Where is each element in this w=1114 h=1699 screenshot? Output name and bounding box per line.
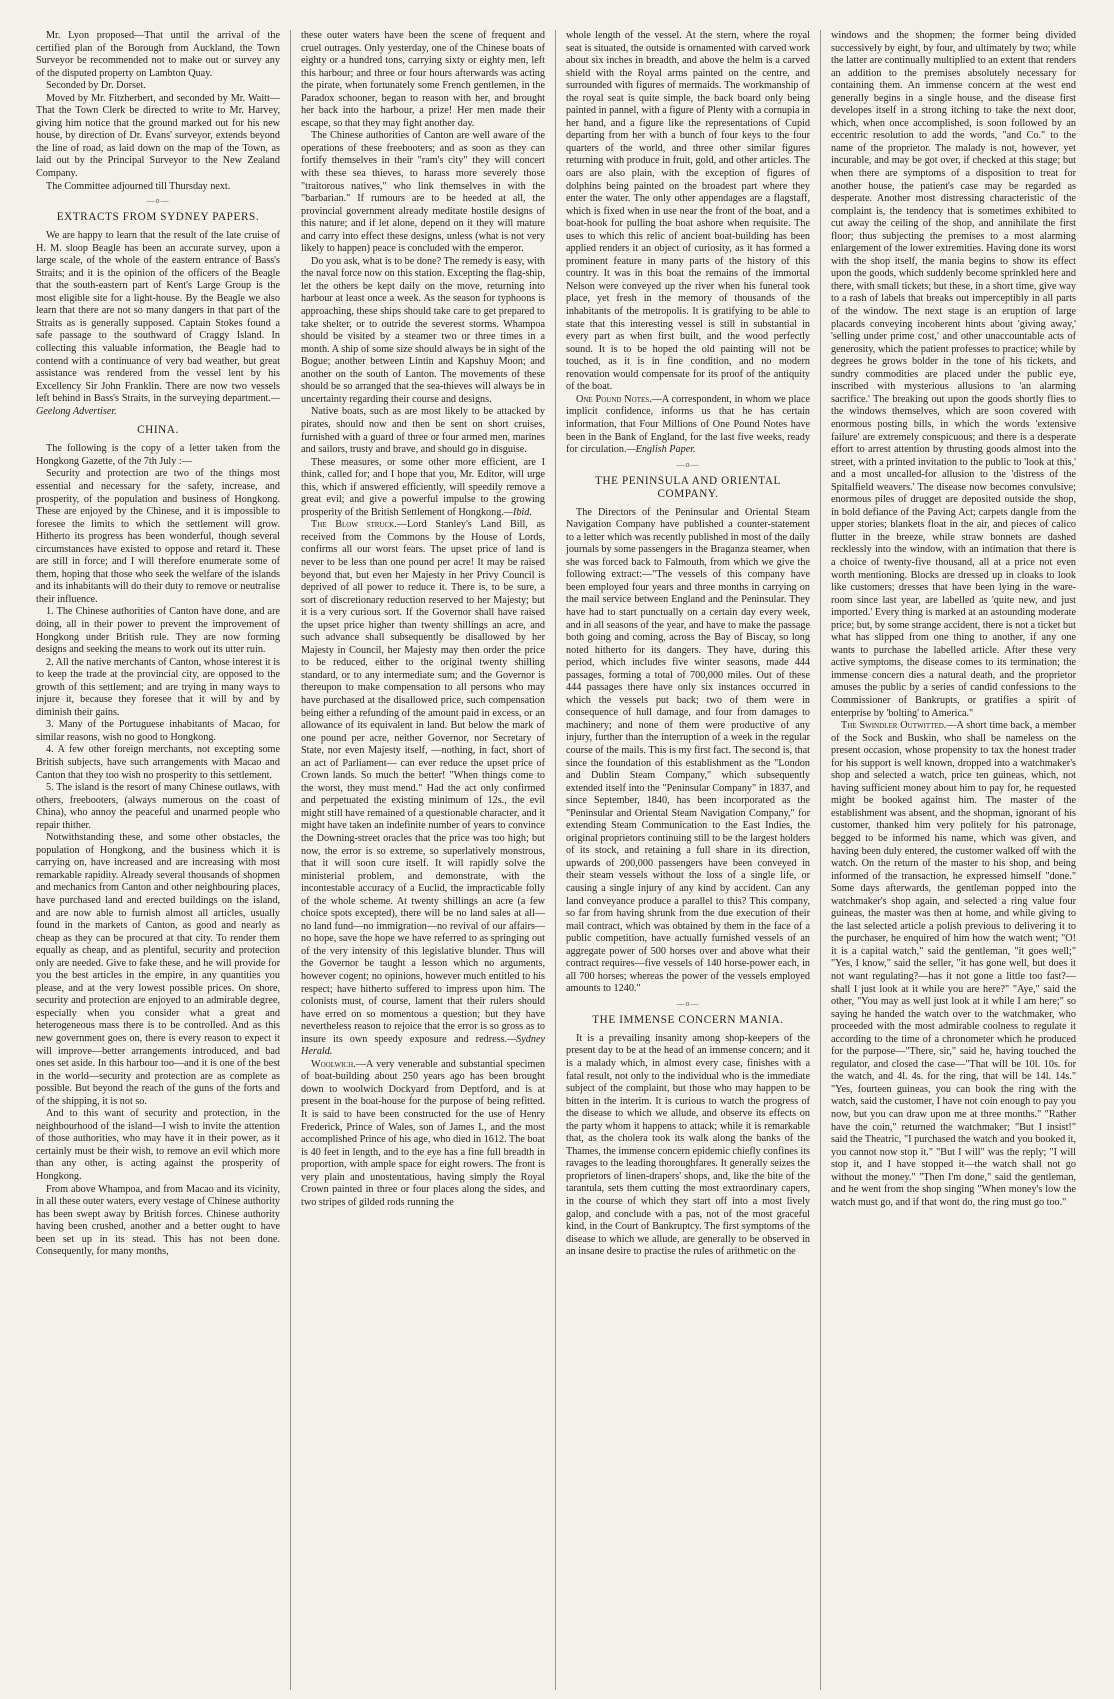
article-paragraph [301, 130, 545, 255]
article-paragraph [36, 468, 280, 606]
article-paragraph [36, 1108, 280, 1183]
article-paragraph [301, 406, 545, 456]
paragraph-text: Mr. Lyon proposed—That until the arrival of the certified plan of the Borough from Auckland, the Town Surveyor be recommended not to make out or survey any of the disputed property on Lambton Quay. [36, 30, 280, 79]
article-paragraph [36, 832, 280, 1108]
runin-heading: The Swindler Outwitted. [841, 720, 947, 732]
paragraph-text: The Chinese authorities of Canton are well aware of the operations of these freebooters; and as soon as they can fortify themselves in their "ram's city" they will concert with these sea thieves, to harass more severely those "traitorous natives," who link themselves in with the "barbarian." If rumours are to be heeded at all, the provincial government already meditate hostile designs of this nature; and if let alone, depend on it they will mature and carry into effect these designs, unless (what is not very likely to happen) peace is concluded with the emperor. [301, 130, 545, 255]
article-paragraph [301, 1059, 545, 1210]
article-heading: EXTRACTS FROM SYDNEY PAPERS. [56, 211, 260, 224]
paragraph-text: The Committee adjourned till Thursday next. [46, 180, 231, 192]
paragraph-text: —Lord Stanley's Land Bill, as received from the Commons by the House of Lords, confirms all our worst fears. The upset price of land is never to be less than one pound per acre! It may be raised beyond that, but even her Majesty in her Privy Council is deprived of all power to reduce it. There is, to be sure, a sort of discretionary reduction reserved to her Majesty; but it is a very curious sort. If the Governor shall have raised the upset price higher than twenty shillings an acre, and such advance shall subsequently be disallowed by her Majesty in Council, her Majesty may then order the price to be reduced, either to the original twenty shilling standard, or to any intermediate sum; and the Governor is thereupon to make compensation to all persons who may have purchased at the disallowed price, such compensation being either a refunding of the amount paid in excess, or an allowance of its equivalent in land. But below the mark of one pound per acre, neither Governor, nor Secretary of State, nor even Majesty itself, —nothing, in fact, short of an act of Parliament— can ever reduce the upset price of Crown lands. So much the better! "When things come to the worst, they must mend." Had the act only confirmed and perpetuated the existing minimum of 12s., the evil might still have remained of a questionable character, and it might have taken an indefinite number of years to convince the Downing-street oracles that the price was too high; but now, the error is so extreme, so superlatively monstrous, that it will soon cure itself. It will rapidly solve the ministerial problem, and demonstrate, with the incontestable accuracy of a Euclid, the impracticable folly of the whole scheme. At twenty shillings an acre (a few choice spots excepted), there will be no land sales at all—no land fund—no immigration—no revival of our affairs—no hope, save the hope we have referred to as springing out of the very intensity of this legislative blunder. Thus will the Governor be taught a lesson which no arguments, however cogent; no opinions, however much entitled to his respect; have hitherto suffered to impress upon him. The colonists must, of course, lament that their rulers should have erred on so momentous a question; but they have nevertheless reason to rejoice that the error is so gross as to insure its own speedy exposure and redress. [301, 519, 545, 1045]
column-2 [291, 30, 556, 1690]
paragraph-text: The following is the copy of a letter taken from the Hongkong Gazette, of the 7th July :— [36, 443, 280, 467]
columns [26, 30, 1092, 1690]
article-paragraph [36, 657, 280, 720]
article-paragraph [36, 443, 280, 468]
source-attribution: —Geelong Advertiser. [36, 393, 280, 417]
source-attribution: —English Paper. [626, 444, 696, 456]
article-paragraph [566, 394, 810, 457]
source-attribution: —Ibid. [503, 506, 532, 518]
section-divider [566, 1000, 810, 1008]
paragraph-text: 2. All the native merchants of Canton, whose interest it is to keep the trade at the provincial city, are opposed to the growth of this settlement; and are trying in many ways to injure it, because they foresee that it will by and by diminish their gains. [36, 656, 280, 718]
paragraph-text: These measures, or some other more efficient, are I think, called for; and I hope that you, Mr. Editor, will urge this, which if answered efficiently, will speedily remove a great evil; and give a powerful impulse to the growing prosperity of the British Settlement of Hongkong. [301, 456, 545, 518]
runin-heading: One Pound Notes. [576, 393, 652, 405]
paragraph-text: From above Whampoa, and from Macao and its vicinity, in all these outer waters, every vestage of Chinese authority has been swept away by British forces. Chinese authority having been crushed, another and a better ought to have been set up in its stead. This has not been done. Consequently, for many months, [36, 1183, 280, 1258]
paragraph-text: —A correspondent, in whom we place implicit confidence, informs us that he has certain information, that Four Millions of One Pound Notes have been in the Bank of England, for the last five weeks, ready for circulation. [566, 393, 810, 456]
paragraph-text: Native boats, such as are most likely to be attacked by pirates, should now and then be sent on short cruises, furnished with a guard of three or four armed men, marines and sailors, trusty and brave, and should go in disguise. [301, 406, 545, 456]
column-3 [556, 30, 821, 1690]
paragraph-text: Notwithstanding these, and some other obstacles, the population of Hongkong, and the business which it is carrying on, have increased and are increasing with most remarkable rapidity. Already several thousands of shopmen and mechanics from Canton and other neighbouring places, have purchased land and erected buildings on the island, and are now able to furnish almost all articles, usually found in the markets of Canton, as good and nearly as cheap as they can be procured at that city. To render them equally as cheap, and as plentiful, security and protection only are needed. Give to fake these, and he will provide for you the best articles in the empire, in any quantities you please, and at the very lowest possible prices. On shore, security and protection are enjoyed to an admirable degree, especially when you consider what a great and heterogeneous mass there is to be controlled. And as this new government goes on, there is every reason to expect it will improve—better arrangements introduced, and bad ones set aside. In this harbour too—and it is one of the best in the world—security and protection are as complete as possible. But beyond the reach of the guns of the forts and of the shipping, it is not so. [36, 832, 280, 1107]
article-paragraph [36, 230, 280, 418]
article-paragraph [566, 1033, 810, 1259]
article-paragraph [831, 720, 1076, 1209]
paragraph-text: these outer waters have been the scene of frequent and cruel outrages. Only yesterday, one of the Chinese boats of eighty or a hundred tons, carrying sixty or eighty men, left this harbour; and three or four hours afterwards was acting the pirate, when fortunately some French gentlemen, in the Paradox schooner, began to reason with her, and brought her back into the harbour, a prize! Her men made their escape, so that they may fight another day. [301, 30, 545, 129]
paragraph-text: 4. A few other foreign merchants, not excepting some British subjects, have such arrangements with Macao and Canton that they too wish no prosperity to this settlement. [36, 744, 280, 781]
article-paragraph [36, 181, 280, 194]
paragraph-text: windows and the shopmen; the former being divided successively by eight, by four, and ultimately by two; while the latter are continually multiplied to an extent that renders an addition to the premises absolutely necessary for containing them. An immense concern at the west end generally begins in a single house, and the disease first developes itself in a strong itching to take the next door, which, when once accomplished, is soon followed by an eccentric resolution to add the words, "and Co." to the name of the proprietor. The malady is not, however, yet incurable, and may be got over, if checked at this stage; but when there are symptoms of a disposition to treat for another house, the patient's case may be regarded as desperate. Another most distressing characteristic of the complaint is, the tendency that is sometimes exhibited to cut away the ceiling of the shop, and annihilate the first floor; thus subjecting the premises to a most alarming enlargement of the lower extremities. Having done its worst with the shop itself, the mania begins to show its effect upon the goods, which suddenly become sprinkled here and there, with small tickets; but these, in a short time, give way to a rash of labels that breaks out imperceptibly in all parts of the window. The next stage is an eruption of large placards conveying incoherent hints about 'giving away,' 'selling under prime cost,' and other unaccountable acts of generosity, which the patient professes to practice; while by degrees he grows bolder in the tone of his tickets, and sundry commodities are placed under the public eye, inscribed with mysterious allusions to 'an alarming sacrifice.' The breaking out upon the goods shortly flies to the windows themselves, which are soon covered with enormous posting bills, in which the words 'extensive failure' are extremely conspicuous; and there is a desperate effort to arrest attention by thrusting goods almost into the street, with a printed invitation to the public to 'look at this,' and a most uncalled-for allusion to the 'distress of the Spitalfield weavers.' The disease now becomes convulsive; enormous piles of drugget are deposited outside the shop, in bold defiance of the Paving Act; carpets dangle from the upper stories; blankets float in the air, and pieces of calico flutter in the breeze, while straw bonnets are dashed recklessly into the window, with an intimation that there is a choice of twenty-five thousand, all at a price not even worth mentioning. Blocks are dressed up in cloaks to look like customers; dresses that have been lying in the ware-room since last year, are labelled as 'quite new, and just imported.' Every thing is marked at an astounding moderate price; but, by some strange accident, there is not a ticket but what has slipped from one thing to another, if any one wants to purchase the labelled article. After these very active symptoms, the disease comes to its termination; the immense concern dies a natural death, and the proprietor amuses the public by a series of candid confessions to the Commissioner of Bankrupts, or gratifies a spirit of enterprise by 'bolting' to America." [831, 30, 1077, 719]
article-paragraph [36, 80, 280, 93]
paragraph-text: We are happy to learn that the result of the late cruise of H. M. sloop Beagle has been an accurate survey, upon a large scale, of the whole of the eastern entrance of Bass's Straits; and it is the opinion of the officers of the Beagle that the south-eastern part of Kent's Large Group is the most eligible site for a light-house. By the Beagle we also learn that there are not so many dangers in that part of the Straits as is generally supposed. Captain Stokes found a safe passage to the southward of Craggy Island. In collecting this valuable information, the Beagle had to contend with a continuance of very bad weather, but great assistance was rendered from the vessel lent by his Excellency Sir John Franklin. There are now two vessels left behind in Bass's Straits, in the surveying department. [36, 230, 280, 405]
runin-heading: The Blow struck. [311, 519, 397, 531]
paragraph-text: It is a prevailing insanity among shop-keepers of the present day to be at the head of an immense concern; and it is a malady which, in almost every case, finishes with a fatal result, not only to the individual who is the immediate subject of the complaint, but those who may happen to be bitten in the interim. It is curious to watch the progress of the disease to which we allude, and observe its effects on the party whom it happens to attack; while it is remarkable that, as the cholera took its walk along the banks of the Thames, the immense concern epidemic chiefly confines its ravages to the leading thoroughfares. It generally seizes the proprietors of linen-drapers' shops, and, like the bite of the tarantula, sets them cutting the most extraordinary capers, in the course of which they start off into a most lively galop, and conclude with a pas, not of the most graceful kind, in the Court of Bankruptcy. The first symptoms of the disease to which we allude, are generally to be observed in an insane desire to practise the rules of arithmetic on the [566, 1032, 810, 1258]
section-divider [36, 197, 280, 205]
paragraph-text: Moved by Mr. Fitzherbert, and seconded by Mr. Waitt—That the Town Clerk be directed to write to Mr. Harvey, giving him notice that the ground marked out for his new house, by direction of Dr. Evans' surveyor, extends beyond the line of road, as laid down on the map of the Town, as laid out by the Principal Surveyor to the New Zealand Company. [36, 92, 280, 180]
article-heading: THE PENINSULA AND ORIENTAL COMPANY. [595, 474, 781, 500]
paragraph-text: whole length of the vessel. At the stern, where the royal seat is situated, the outside is ornamented with carved work about six inches in breadth, and above the helm is a carved shield with the Royal arms painted on the centre, and surrounded with figures of mermaids. The workmanship of the royal seat is quite simple, the back board only being painted in pannel, with a figure of Plenty with a cornupia in her hand, and a figure like the representations of Cupid departing from her with a bunch of four keys to the four quarters of the world, and three other similar figures returning with produce in fruit, gold, and other articles. The oars are also plain, with the exception of figures of dolphins being painted on the broadest part where they enter the water. The only other appendages are a flagstaff, which is fixed when in use near the front of the boat, and a boat-hook for pulling the boat ashore when requisite. The uses to which this relic of ancient boat-building has been applied renders it an object of curiosity, as it has formed a prominent feature in many parts of the history of this country. It was in this boat the remains of the immortal Nelson were conveyed up the river when his funeral took place, yet fresh in the memory of thousands of the inhabitants of the metropolis. It is gratifying to be able to state that this interesting vessel is still in substantial in every part as when first built, and the wood perfectly sound. It is to be hoped the old painting will not be touched, as it is in fine condition, and no modern renovation would compensate for its proof of the antiquity of the boat. [566, 30, 810, 393]
article-heading: CHINA. [137, 424, 179, 437]
paragraph-text: —A very venerable and substantial specimen of boat-building about 250 years ago has been brought down to woolwich Dockyard from Deptford, and is at present in the boat-house for the purpose of being refitted. It is said to have been constructed for the use of Henry Frederick, Prince of Wales, son of James I., and the most accomplished Prince of his age, who died in 1612. The boat is 40 feet in length, and to the eye has a fine full breadth in proportion, with ample space for eight rowers. The front is very plain and unostentatious, having simply the Royal Crown painted in three or four places along the sides, and two stripes of gilded rods running the [301, 1058, 545, 1208]
paragraph-text: 5. The island is the resort of many Chinese outlaws, with others, freebooters, (always numerous on the coast of China), who annoy the peaceful and unarmed people who repair thither. [36, 782, 280, 831]
article-paragraph [301, 30, 545, 130]
paragraph-text: Do you ask, what is to be done? The remedy is easy, with the naval force now on this station. Excepting the flag-ship, let the others be kept daily on the move, returning into harbour at least once a week. As the season for typhoons is approaching, these ships should take care to get prepared to take shelter, or to outride the severest storms. Whampoa should be visited by a steamer two or three times in a month. A ship of some size should always be in sight of the Bogue; another between Lintin and Kapshuy Moon; and another on the south of Lanton. The movements of these should be so arranged that the sea-thieves will always be in uncertainty regarding their course and designs. [301, 255, 545, 405]
paragraph-text: And to this want of security and protection, in the neighbourhood of the island—I wish to invite the attention of those authorities, who may have it in their power, as it certainly must be their wish, to remove an evil which more than any other, is acting against the prosperity of Hongkong. [36, 1108, 280, 1183]
column-4 [821, 30, 1086, 1690]
article-paragraph [566, 30, 810, 394]
article-paragraph [36, 30, 280, 80]
paragraph-text: —A short time back, a member of the Sock and Buskin, who shall be nameless on the present occasion, whose propensity to tax the honest trader for his support is well known, dropped into a watchmaker's shop and selected a watch, price ten guineas, which, not having sufficient money about him to pay for, he requested might be booked against him. The master of the establishment was absent, and the shopman, ignorant of his customer, thanked him very politely for his patronage, begged to be informed his name, which was given, and having been duly entered, the customer walked off with the watch. On the return of the master to his shop, and being informed of the transaction, he expressed himself "done." Some days afterwards, the gentleman popped into the watchmaker's shop again, and selected a ring value four guineas, the master was then at home, and while giving to the last selected article a polish previous to delivering it to the purchaser, he enquired of him how the watch went; "O! it is a capital watch," said the gentleman, "it goes well;" "Yes, I know," said the seller, "it has gone well, but does it not want regulating?—has it not gone a little too fast?—shall I just look at it while you are here?" "Aye," said the other, "You may as well just look at it while I am here;" so saying he handed the watch over to the watchmaker, who proceeded with the most admirable coolness to regulate it according to the time of a chronometer which he produced for the purpose—"There, sir," said he, having touched the regulator, and closed the case—"That will be 10l. 10s. for the watch, and 4l. 4s. for the ring, that will be 14l. 14s." "Yes, fourteen guineas, you can book the ring with the watch, said the customer, I have not coin enough to pay you now, but you can draw upon me at three months." "Rather have the coin," returned the watchmaker; "But I insist!" said the Theatric, "I purchased the watch and you booked it, you cannot now stop it." "But I will" was the reply; "I will stop it, and I have stopped it—the watch shall not go without the money." "Then I'm done," said the gentleman, and he went from the shop singing "When money's low the watch must go, and if that wont do, the ring must go too." [831, 720, 1076, 1208]
paragraph-text: The Directors of the Peninsular and Oriental Steam Navigation Company have published a counter-statement to a letter which was recently published in most of the daily journals by some passengers in the Braganza steamer, when she was forced back to Falmouth, from which we give the following extract:—"The vessels of this company have been employed four years and three months in carrying on the mail service between England and the Peninsular. They have had to start punctually on a certain day every week, and in all seasons of the year, and have to make the passage both going and coming, across the Bay of Biscay, so long noted hitherto for its dangers. They have, during this period, which includes five winter seasons, made 444 passages, forming a total of 700,000 miles. Out of these 444 passages there have only six instances occurred in which the vessels put back; two of them were in consequence of hull damage, and four from damages to machinery; and none of them were productive of any injury, further than the interruption of a week in the regular course of the mails. This is my first fact. The second is, that since the foundation of this establishment as the "London and Dublin Steam Company," which subsequently extended itself into the "Peninsular Company" in 1837, and since September, 1840, has been incorporated as the "Peninsular and Oriental Steam Navigation Company," for extending Steam Communication to the East Indies, the original proprietors continuing still to be the largest holders of its stock, and retaining a full share in its direction, upwards of 200,000 passengers have been conveyed in their steam vessels without the loss of a single life, or causing a single injury of any kind by accident. Can any land conveyance produce a parallel to this? This company, so far from having shrunk from the due execution of their mail contract, which was obtained by them in the face of a public competition, have actually furnished vessels of an aggregate power of 500 horses over and above what their contract requires—five vessels of 140 horse-power each, in all 700 horses; whereas the power of the vessels employed amounts to 1240." [566, 506, 810, 995]
article-paragraph [301, 256, 545, 407]
runin-heading: Woolwich. [311, 1058, 356, 1070]
article-paragraph [566, 507, 810, 996]
article-paragraph [36, 93, 280, 181]
source-attribution: —Sydney Herald. [301, 1033, 545, 1058]
article-paragraph [36, 719, 280, 744]
article-paragraph [36, 1184, 280, 1259]
article-paragraph [831, 30, 1076, 720]
article-heading: THE IMMENSE CONCERN MANIA. [592, 1013, 784, 1026]
paragraph-text: 3. Many of the Portuguese inhabitants of Macao, for similar reasons, wish no good to Hongkong. [36, 719, 280, 743]
paragraph-text: Seconded by Dr. Dorset. [46, 80, 146, 92]
section-divider [566, 461, 810, 469]
article-paragraph [36, 782, 280, 832]
column-1 [26, 30, 291, 1690]
article-paragraph [301, 457, 545, 520]
article-paragraph [36, 744, 280, 782]
paragraph-text: Security and protection are two of the things most essential and necessary for the safety, increase, and prosperity, of the population and business of Hongkong. These are enjoyed by the Chinese, and it is impossible to foresee the limits to which the settlement will grow. Hitherto its progress has been wonderful, though several circumstances have existed to oppose and retard it. These are still in force; and I will therefore enumerate some of them, hoping that those who seek the welfare of the islands and its inhabitants will do their duty to remove or neutralise their influence. [36, 468, 280, 605]
article-paragraph [301, 519, 545, 1059]
paragraph-text: 1. The Chinese authorities of Canton have done, and are doing, all in their power to prevent the improvement of Hongkong under British rule. They are now forming designs and seeking the means to work out its utter ruin. [36, 606, 280, 656]
article-paragraph [36, 606, 280, 656]
